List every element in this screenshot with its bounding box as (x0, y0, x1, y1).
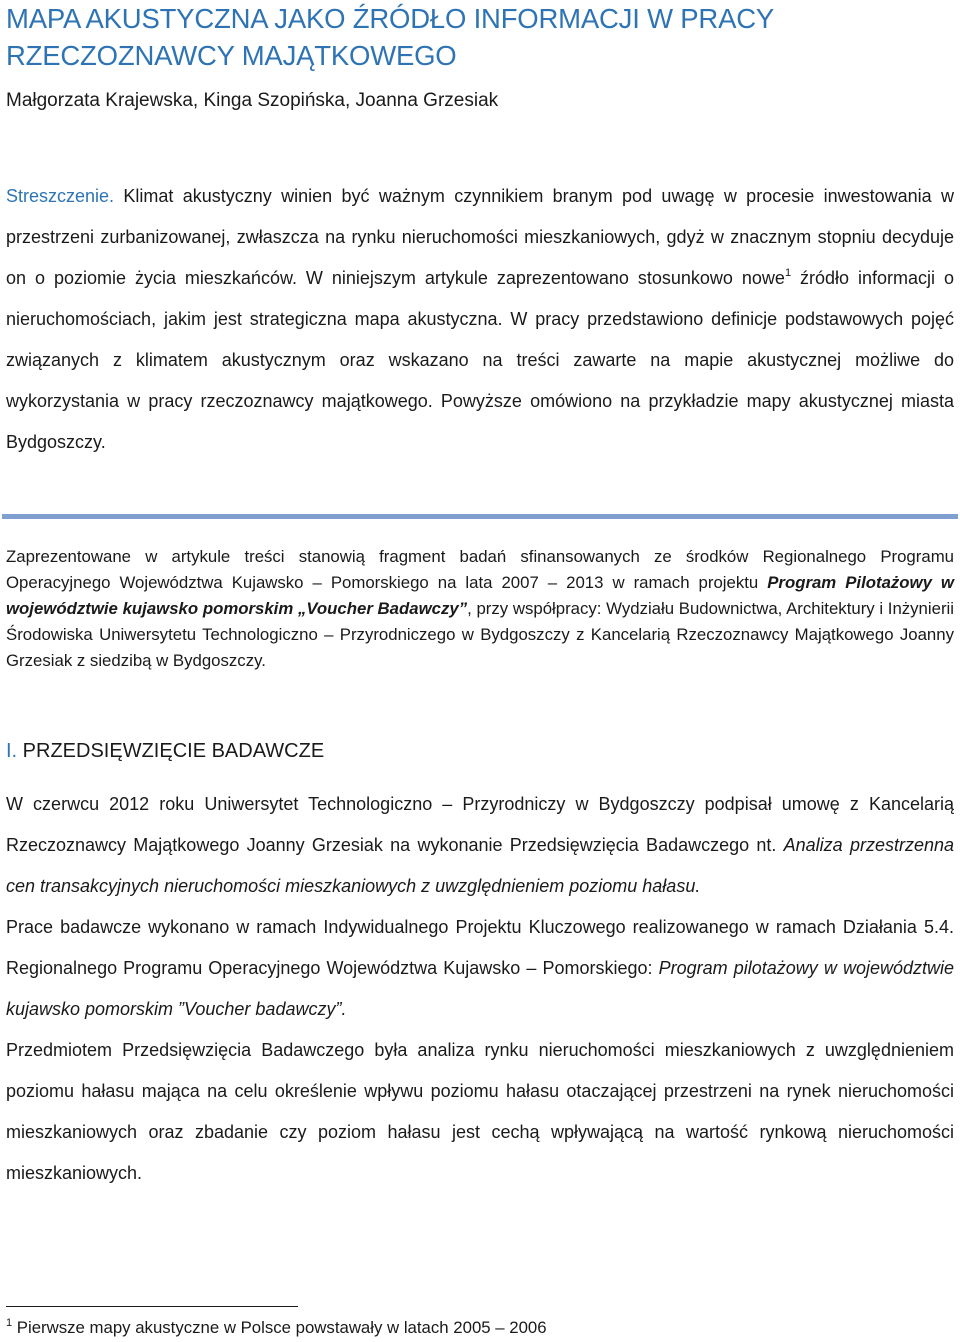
footnote-text: Pierwsze mapy akustyczne w Polsce powstawały w latach 2005 – 2006 (12, 1318, 547, 1337)
funding-text-part1: Zaprezentowane w artykule treści stanowią fragment badań sfinansowanych ze środków Regionalnego Programu Operacyjnego Województwa Kujawsko – Pomorskiego na lata 2007 – 2013 w ramach projektu (6, 547, 954, 592)
body-paragraph-1 (6, 784, 954, 907)
p1-italic-title: Analiza przestrzenna cen transakcyjnych nieruchomości mieszkaniowych z uwzględnieniem poziomu hałasu. (6, 835, 955, 896)
p2-italic-program: Program pilotażowy w województwie kujawsko pomorskim ”Voucher badawczy”. (6, 958, 954, 1019)
body-paragraph-3: Przedmiotem Przedsięwzięcia Badawczego była analiza rynku nieruchomości mieszkaniowych z uwzględnieniem poziomu hałasu mająca na celu określenie wpływu poziomu hałasu otaczającej przestrzeni na rynek nieruchomości mieszkaniowych oraz zbadanie czy poziom hałasu jest cechą wpływającą na wartość rynkową nieruchomości mieszkaniowych. (6, 1040, 954, 1183)
section-body (6, 784, 954, 1194)
p2-text: Prace badawcze wykonano w ramach Indywidualnego Projektu Kluczowego realizowanego w ramach Działania 5.4. Regionalnego Programu Operacyjnego Województwa Kujawsko – Pomorskiego: (6, 917, 954, 978)
footnote-separator (6, 1306, 298, 1307)
abstract-paragraph (6, 176, 954, 463)
abstract-text-part1: Klimat akustyczny winien być ważnym czynnikiem branym pod uwagę w procesie inwestowania w przestrzeni zurbanizowanej, zwłaszcza na rynku nieruchomości mieszkaniowych, gdyż w znacznym stopniu decyduje on o poziomie życia mieszkańców. W niniejszym artykule zaprezentowano stosunkowo nowe (6, 186, 954, 288)
p1-text: W czerwcu 2012 roku Uniwersytet Technologiczno – Przyrodniczy w Bydgoszczy podpisał umowę z Kancelarią Rzeczoznawcy Majątkowego Joanny Grzesiak na wykonanie Przedsięwzięcia Badawczego nt. (6, 794, 954, 855)
footnote-reference[interactable]: 1 (784, 267, 792, 279)
abstract-text-part2: źródło informacji o nieruchomościach, jakim jest strategiczna mapa akustyczna. W pracy przedstawiono definicje podstawowych pojęć związanych z klimatem akustycznym oraz wskazano na treści zawarte na mapie akustycznej możliwe do wykorzystania w pracy rzeczoznawcy majątkowego. Powyższe omówiono na przykładzie mapy akustycznej miasta Bydgoszczy. (6, 268, 954, 452)
body-paragraph-2 (6, 907, 954, 1030)
section-heading (6, 736, 324, 766)
funding-text-part2: , przy współpracy: Wydziału Budownictwa, Architektury i Inżynierii Środowiska Uniwersytetu Technologiczno – Przyrodniczego w Bydgoszczy z Kancelarią Rzeczoznawcy Majątkowego Joanny Grzesiak z siedzibą w Bydgoszczy. (6, 599, 954, 670)
footnote (6, 1316, 547, 1340)
abstract-label: Streszczenie. (6, 186, 115, 206)
footnote-mark: 1 (6, 1317, 13, 1329)
section-divider (2, 514, 958, 519)
section-title: PRZEDSIĘWZIĘCIE BADAWCZE (17, 740, 325, 762)
funding-program-name: Program Pilotażowy w województwie kujawsko pomorskim „Voucher Badawczy” (6, 573, 954, 618)
funding-note (6, 544, 954, 674)
author-list: Małgorzata Krajewska, Kinga Szopińska, Joanna Grzesiak (6, 90, 499, 111)
paper-title: MAPA AKUSTYCZNA JAKO ŹRÓDŁO INFORMACJI W PRACY RZECZOZNAWCY MAJĄTKOWEGO (6, 3, 774, 71)
section-number: I. (6, 740, 18, 762)
